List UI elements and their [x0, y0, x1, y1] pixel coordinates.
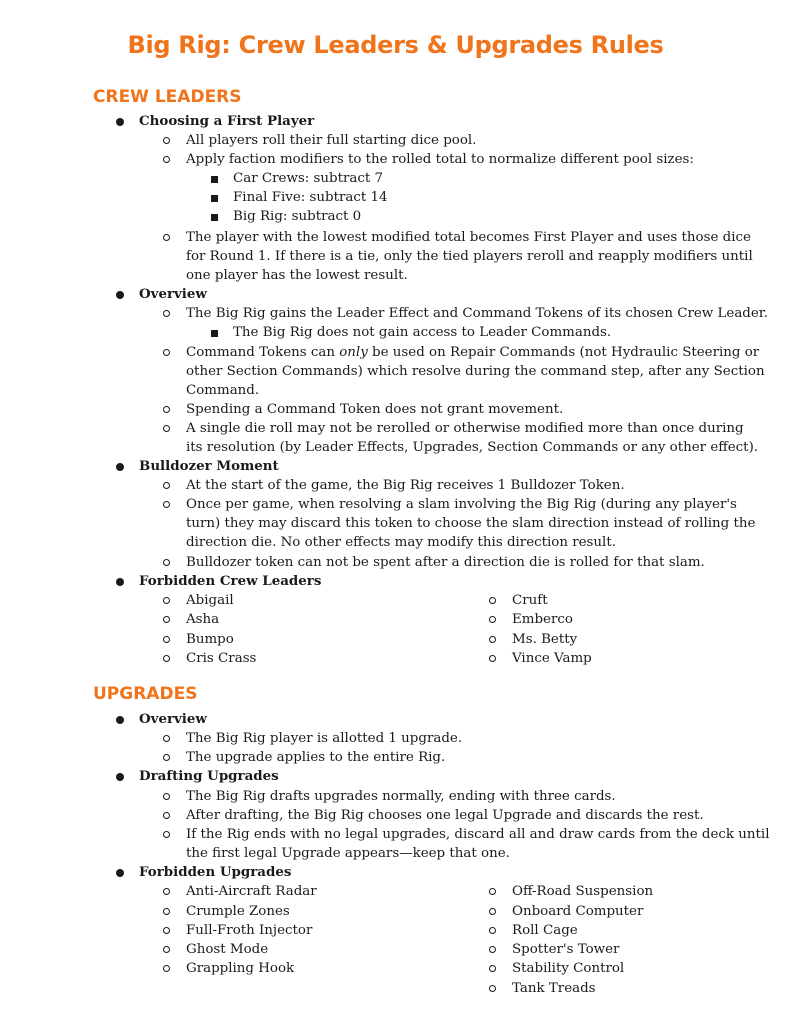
list-item: Off-Road Suspension	[512, 884, 654, 899]
circle-bullet-icon	[163, 156, 170, 163]
list-item: Grappling Hook	[186, 961, 295, 976]
circle-bullet-icon	[163, 501, 170, 508]
bullet-icon	[116, 578, 124, 586]
list-item: Cris Crass	[186, 651, 257, 666]
bulldozer-start-text: At the start of the game, the Big Rig receives 1 Bulldozer Token.	[186, 478, 625, 493]
upgrades-overview-label: Overview	[139, 711, 207, 727]
circle-bullet-icon	[489, 636, 496, 643]
modifier-item: Big Rig: subtract 0	[233, 209, 362, 224]
bullet-icon	[116, 773, 124, 781]
modifier-item: Car Crews: subtract 7	[233, 171, 384, 186]
drafting-none-text-1: If the Rig ends with no legal upgrades, discard all and draw cards from the deck until	[186, 827, 770, 842]
circle-bullet-icon	[163, 616, 170, 623]
bullet-icon	[116, 291, 124, 299]
list-item: Ghost Mode	[186, 942, 269, 957]
single-roll-text-1: A single die roll may not be rerolled or otherwise modified more than once during	[186, 421, 744, 436]
circle-bullet-icon	[163, 349, 170, 356]
bulldozer-moment-label: Bulldozer Moment	[139, 458, 279, 474]
square-bullet-icon	[211, 214, 218, 221]
forbidden-upgrades-label: Forbidden Upgrades	[139, 864, 292, 880]
drafting-normal-text: The Big Rig drafts upgrades normally, ending with three cards.	[186, 789, 616, 804]
circle-bullet-icon	[489, 908, 496, 915]
apply-text: Apply faction modifiers to the rolled total to normalize different pool sizes:	[186, 152, 694, 167]
circle-bullet-icon	[163, 597, 170, 604]
circle-bullet-icon	[163, 425, 170, 432]
circle-bullet-icon	[163, 234, 170, 241]
square-bullet-icon	[211, 176, 218, 183]
list-item: Ms. Betty	[512, 632, 578, 647]
crew-leaders-heading: CREW LEADERS	[93, 87, 242, 107]
gains-text: The Big Rig gains the Leader Effect and Command Tokens of its chosen Crew Leader.	[186, 306, 768, 321]
circle-bullet-icon	[163, 636, 170, 643]
circle-bullet-icon	[489, 946, 496, 953]
circle-bullet-icon	[163, 754, 170, 761]
list-item: Roll Cage	[512, 923, 578, 938]
bullet-icon	[116, 716, 124, 724]
circle-bullet-icon	[163, 793, 170, 800]
list-item: Cruft	[512, 593, 548, 608]
circle-bullet-icon	[163, 812, 170, 819]
list-item: Bumpo	[186, 632, 234, 647]
circle-bullet-icon	[163, 946, 170, 953]
list-item: Stability Control	[512, 961, 625, 976]
modifier-item: Final Five: subtract 14	[233, 190, 388, 205]
bullet-icon	[116, 463, 124, 471]
circle-bullet-icon	[163, 655, 170, 662]
circle-bullet-icon	[489, 985, 496, 992]
list-item: Vince Vamp	[512, 651, 592, 666]
page-title: Big Rig: Crew Leaders & Upgrades Rules	[127, 31, 664, 59]
list-item: Spotter's Tower	[512, 942, 620, 957]
once-text-1: Once per game, when resolving a slam involving the Big Rig (during any player's	[186, 497, 737, 512]
tokens-text-2: other Section Commands) which resolve during the command step, after any Section	[186, 364, 765, 379]
once-text-2: turn) they may discard this token to choose the slam direction instead of rolling the	[186, 516, 756, 531]
list-item: Emberco	[512, 612, 573, 627]
circle-bullet-icon	[163, 831, 170, 838]
circle-bullet-icon	[163, 735, 170, 742]
overview-label: Overview	[139, 286, 207, 302]
list-item: Onboard Computer	[512, 904, 644, 919]
spending-text: Spending a Command Token does not grant movement.	[186, 402, 564, 417]
list-item: The upgrade applies to the entire Rig.	[186, 750, 446, 765]
circle-bullet-icon	[489, 655, 496, 662]
list-item: Asha	[186, 612, 220, 627]
list-item: Tank Treads	[512, 981, 596, 996]
list-item: Full-Froth Injector	[186, 923, 313, 938]
tokens-text-1: Command Tokens can only be used on Repair Commands (not Hydraulic Steering or	[186, 345, 760, 360]
drafting-none-text-2: the first legal Upgrade appears—keep that one.	[186, 846, 510, 861]
drafting-after-text: After drafting, the Big Rig chooses one legal Upgrade and discards the rest.	[186, 808, 704, 823]
no-access-text: The Big Rig does not gain access to Leader Commands.	[233, 325, 612, 340]
circle-bullet-icon	[163, 482, 170, 489]
bullet-icon	[116, 118, 124, 126]
circle-bullet-icon	[489, 597, 496, 604]
circle-bullet-icon	[163, 310, 170, 317]
forbidden-crew-leaders-label: Forbidden Crew Leaders	[139, 573, 322, 589]
circle-bullet-icon	[163, 137, 170, 144]
bullet-icon	[116, 869, 124, 877]
circle-bullet-icon	[163, 927, 170, 934]
circle-bullet-icon	[489, 616, 496, 623]
lowest-text-2: for Round 1. If there is a tie, only the tied players reroll and reapply modifiers until	[186, 249, 753, 264]
list-item: Abigail	[186, 593, 234, 608]
list-item: Crumple Zones	[186, 904, 290, 919]
drafting-upgrades-label: Drafting Upgrades	[139, 768, 279, 784]
single-roll-text-2: its resolution (by Leader Effects, Upgrades, Section Commands or any other effect).	[186, 440, 759, 455]
tokens-text-3: Command.	[186, 383, 260, 398]
lowest-text-1: The player with the lowest modified total becomes First Player and uses those dice	[186, 230, 751, 245]
circle-bullet-icon	[163, 908, 170, 915]
choosing-first-player-label: Choosing a First Player	[139, 113, 315, 129]
list-item: The Big Rig player is allotted 1 upgrade.	[186, 731, 463, 746]
lowest-text-3: one player has the lowest result.	[186, 268, 408, 283]
square-bullet-icon	[211, 195, 218, 202]
circle-bullet-icon	[489, 965, 496, 972]
circle-bullet-icon	[163, 965, 170, 972]
bulldozer-cannot-text: Bulldozer token can not be spent after a direction die is rolled for that slam.	[186, 555, 705, 570]
square-bullet-icon	[211, 330, 218, 337]
only-emphasis: only	[339, 345, 368, 360]
circle-bullet-icon	[163, 406, 170, 413]
roll-text: All players roll their full starting dice pool.	[186, 133, 477, 148]
circle-bullet-icon	[489, 927, 496, 934]
circle-bullet-icon	[489, 888, 496, 895]
upgrades-heading: UPGRADES	[93, 684, 198, 704]
circle-bullet-icon	[163, 888, 170, 895]
list-item: Anti-Aircraft Radar	[186, 884, 317, 899]
once-text-3: direction die. No other effects may modify this direction result.	[186, 535, 616, 550]
circle-bullet-icon	[163, 559, 170, 566]
